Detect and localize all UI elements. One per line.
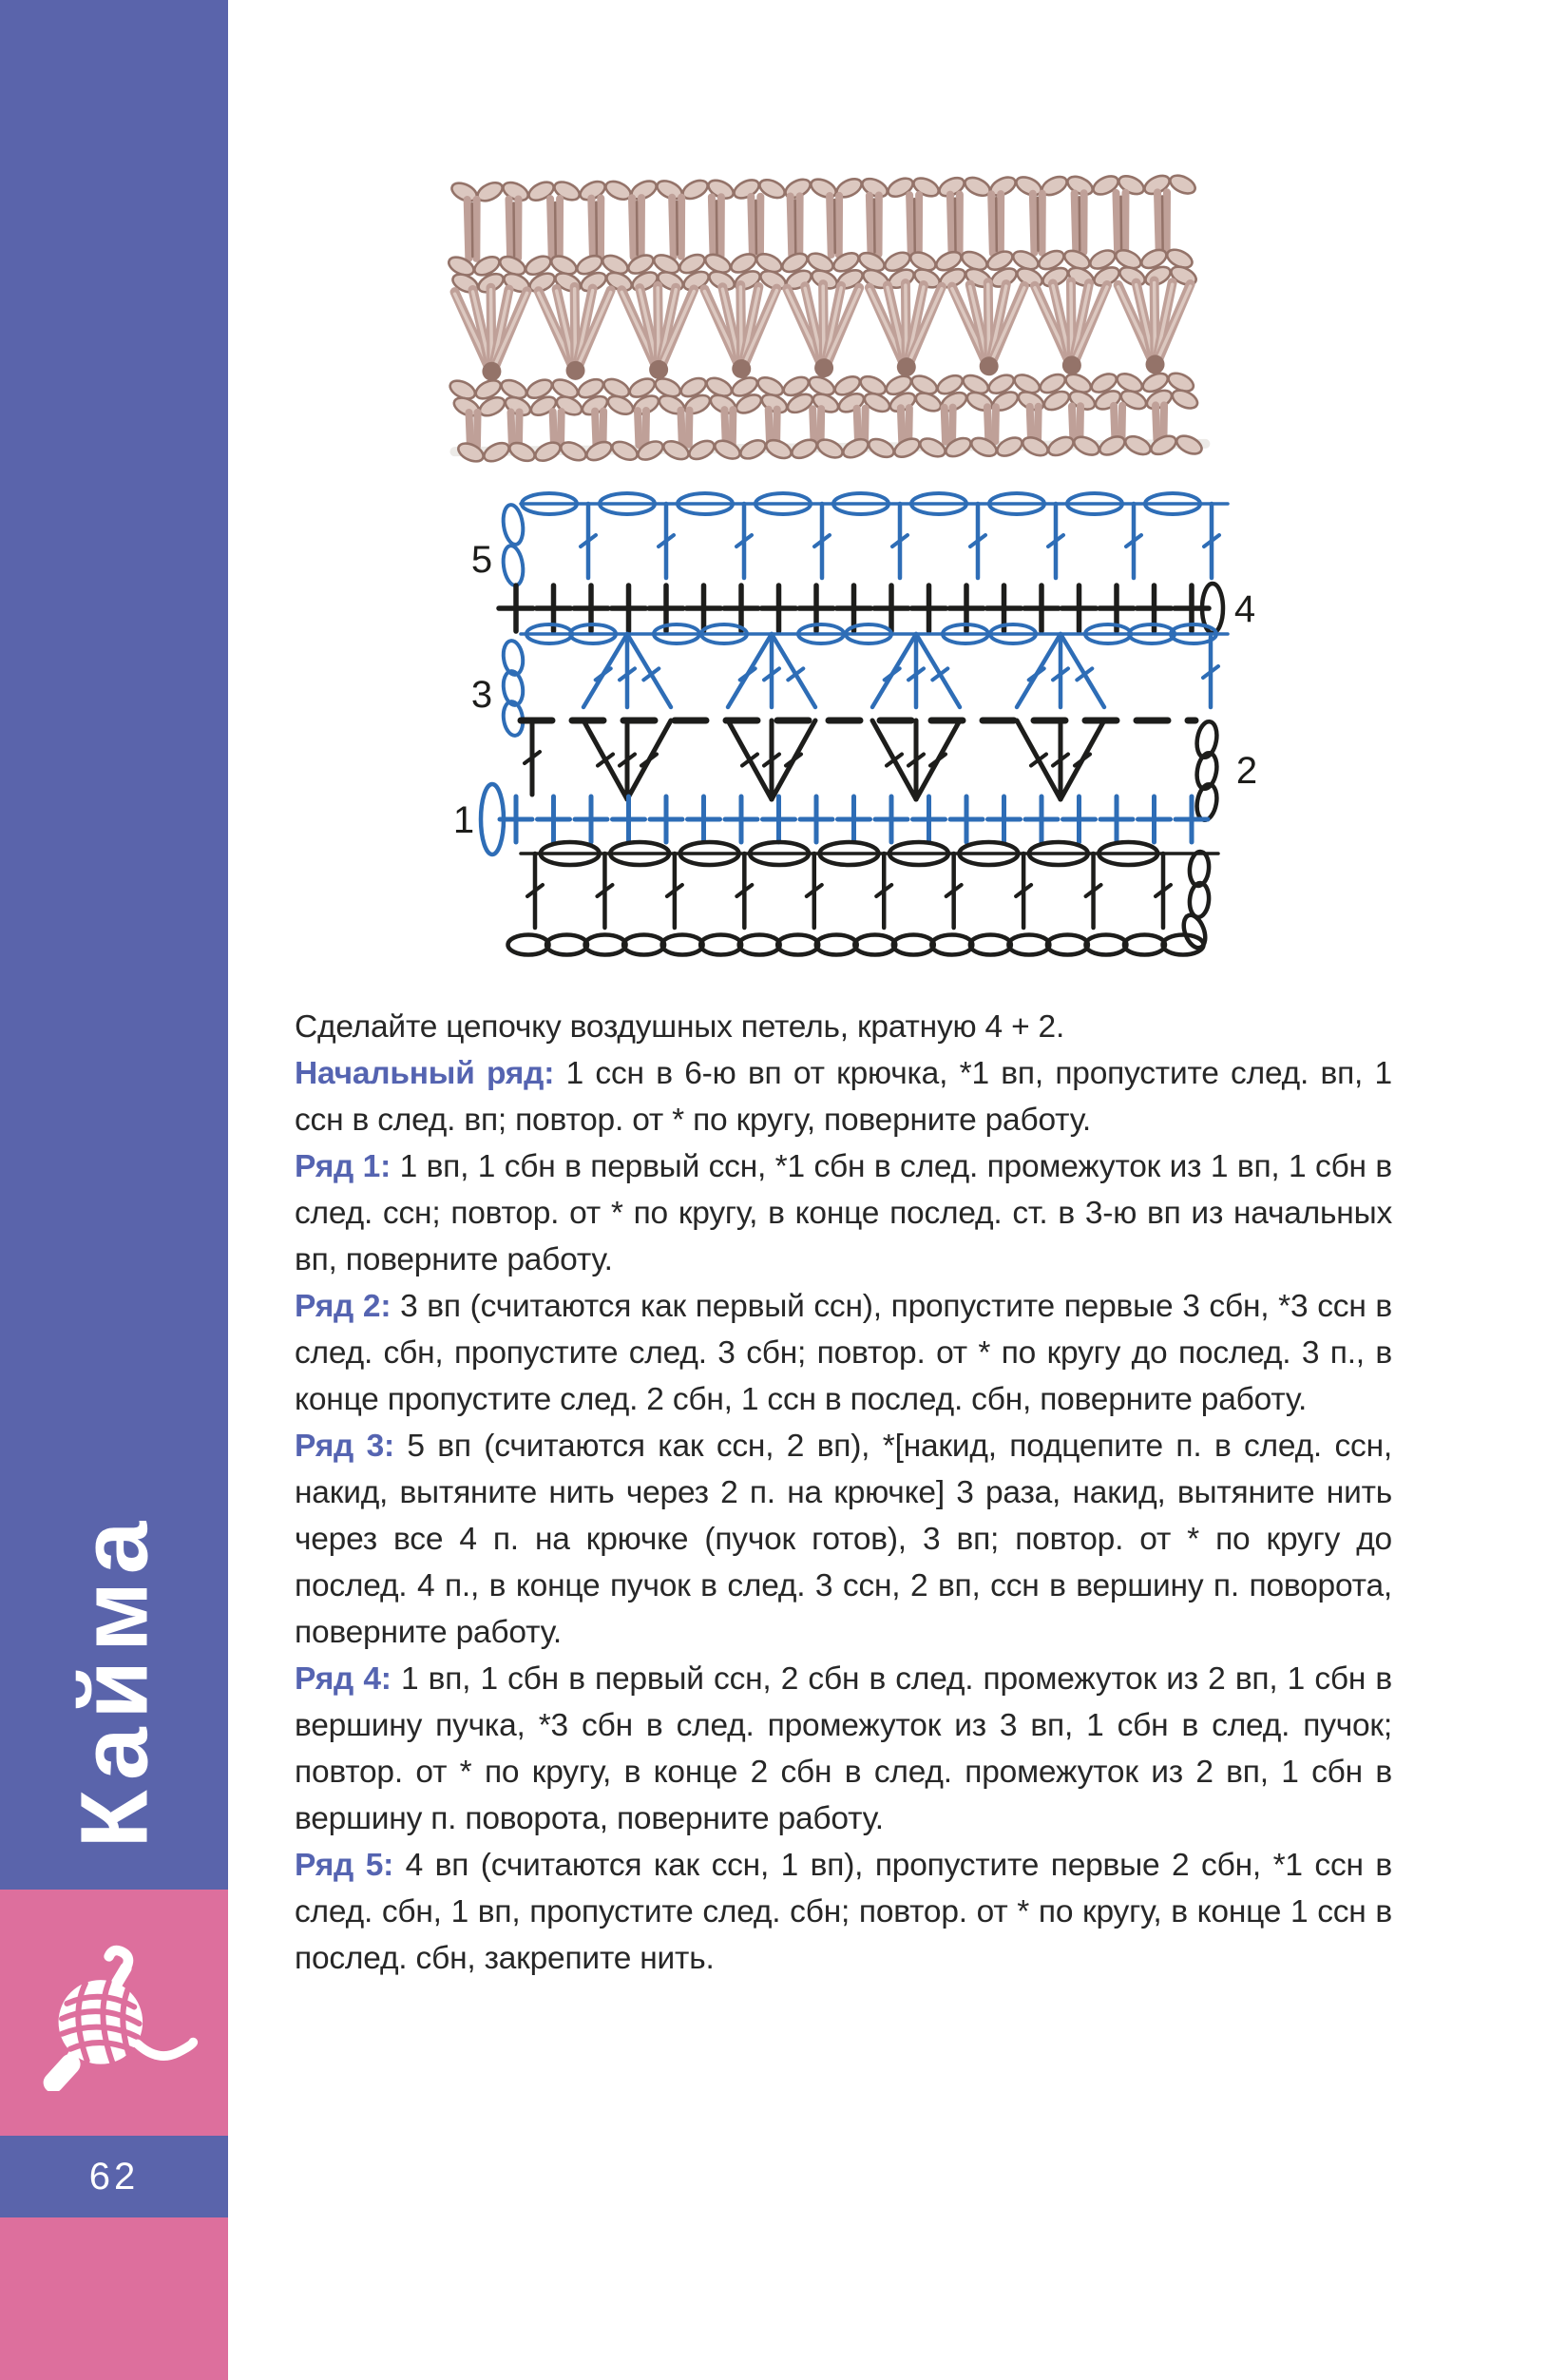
sidebar-purple-band [0,0,228,1890]
instruction-body: 1 вп, 1 сбн в первый ссн, 2 сбн в след. промежуток из 2 вп, 1 сбн в вершину пучка, *3 сбн в след. промежуток из 3 вп, 1 сбн в след. пучок; повтор. от * по кругу, в конце 2 сбн в след. промежуток из 2 вп, 1 сбн в вершину п. поворота, поверните работу. [295,1661,1392,1836]
svg-text:1: 1 [452,799,475,841]
page-number: 62 [88,2155,140,2198]
diagram-foundation-chain [508,935,1204,955]
sidebar-pink-band [0,1890,228,2136]
sidebar-pagenumber-band [0,2136,228,2217]
row-label: Ряд 5: [295,1848,406,1883]
swatch-image [428,162,1235,475]
instruction-body: 3 вп (считаются как первый ссн), пропустите первые 3 сбн, *3 ссн в след. сбн, пропустите след. 3 сбн; повтор. от * по кругу до послед. 3 п., в конце пропустите след. 2 сбн, 1 ссн в послед. сбн, поверните работу. [295,1289,1392,1417]
instruction-paragraph [295,1842,1392,1982]
crochet-chart [428,480,1283,969]
yarn-ball-icon [29,1929,199,2096]
svg-text:5: 5 [470,539,493,581]
row-label: Ряд 3: [295,1429,408,1464]
svg-text:2: 2 [1235,750,1258,792]
instruction-paragraph [295,1143,1392,1283]
instruction-paragraph [295,1423,1392,1656]
svg-text:4: 4 [1233,588,1256,630]
instructions-text [295,1004,1392,1982]
svg-text:3: 3 [470,674,493,716]
diagram-row-5 [471,493,1228,586]
instruction-body: 4 вп (считаются как ссн, 1 вп), пропустите первые 2 сбн, *1 ссн в след. сбн, 1 вп, пропустите след. сбн; повтор. от * по кругу, в конце 1 ссн в послед. сбн, закрепите нить. [295,1848,1393,1976]
instruction-body: Сделайте цепочку воздушных петель, кратную 4 + 2. [295,1009,1065,1045]
instruction-body: 1 ссн в 6-ю вп от крючка, *1 вп, пропустите след. вп, 1 ссн в след. вп; повтор. от * по кругу, поверните работу. [295,1056,1392,1138]
instruction-paragraph [295,1283,1392,1423]
instruction-body: 5 вп (считаются как ссн, 2 вп), *[накид, подцепите п. в след. ссн, накид, вытяните нить через 2 п. на крючке] 3 раза, накид, вытяните нить через все 4 п. на крючке (пучок готов), 3 вп; повтор. от * по кругу до послед. 4 п., в конце пучок в след. 3 ссн, 2 вп, ссн в вершину п. поворота, поверните работу. [295,1429,1393,1650]
instruction-paragraph [295,1656,1392,1842]
row-label: Ряд 1: [295,1149,400,1184]
row-label: Ряд 2: [295,1289,401,1324]
sidebar-pink-band-bottom [0,2217,228,2380]
instruction-body: 1 вп, 1 сбн в первый ссн, *1 сбн в след. промежуток из 1 вп, 1 сбн в след. ссн; повтор. от * по кругу, в конце послед. ст. в 3-ю вп из начальных вп, поверните работу. [295,1149,1392,1277]
swatch-photo [428,162,1235,475]
instruction-paragraph [295,1004,1392,1050]
chapter-title: Кайма [61,1512,167,1849]
instruction-paragraph [295,1050,1392,1143]
row-label: Ряд 4: [295,1661,401,1697]
row-label: Начальный ряд: [295,1056,566,1091]
